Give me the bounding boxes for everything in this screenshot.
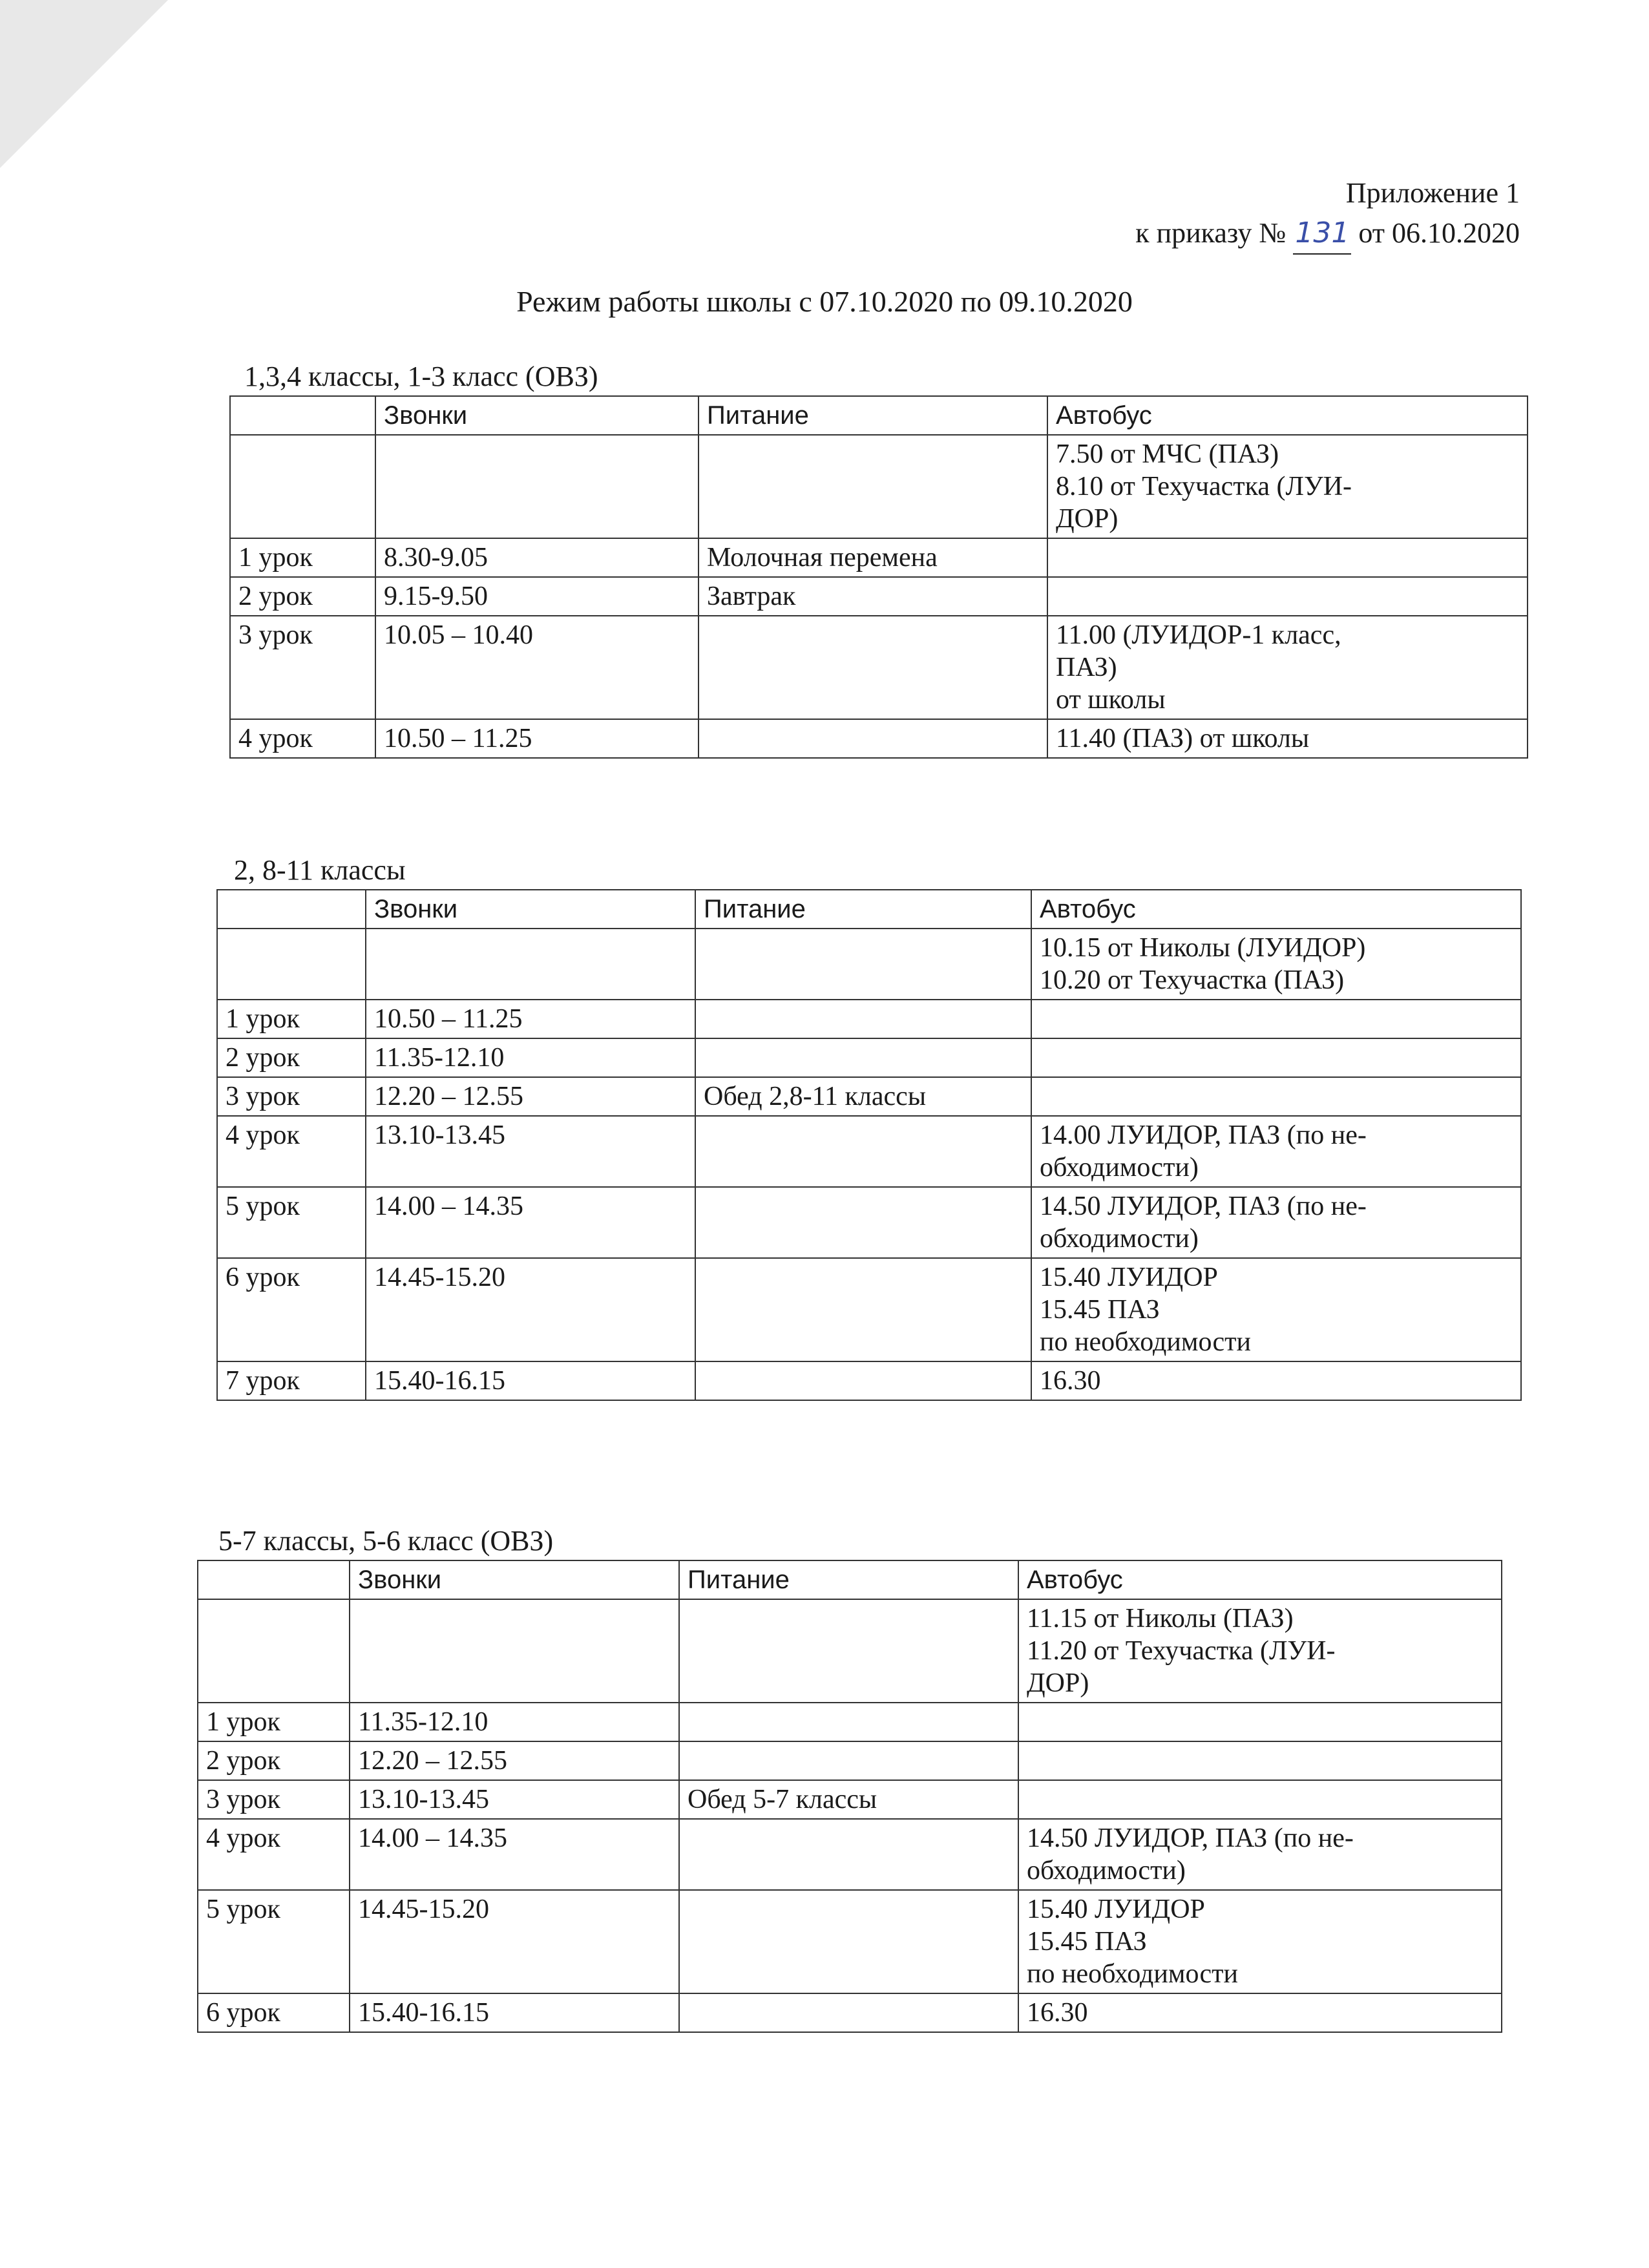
order-prefix: к приказу № — [1135, 217, 1287, 249]
bus-cell — [1018, 1741, 1502, 1780]
column-header: Звонки — [375, 396, 698, 435]
bus-line: ПАЗ) — [1056, 653, 1117, 682]
lesson-cell — [230, 435, 375, 538]
lesson-cell: 1 урок — [217, 1000, 366, 1038]
column-header: Автобус — [1031, 890, 1521, 929]
food-cell — [679, 1890, 1018, 1993]
lesson-cell: 4 урок — [198, 1819, 350, 1890]
table-row — [217, 1000, 1521, 1038]
bells-cell: 14.45-15.20 — [366, 1258, 695, 1361]
bells-cell: 13.10-13.45 — [350, 1780, 679, 1819]
table-row — [217, 1258, 1521, 1361]
food-cell — [679, 1599, 1018, 1703]
bus-cell — [1018, 1890, 1502, 1993]
bus-line: от школы — [1056, 685, 1166, 715]
bus-line: по необходимости — [1027, 1959, 1238, 1989]
food-cell — [695, 1258, 1031, 1361]
schedule-table — [197, 1560, 1502, 2033]
lesson-cell: 3 урок — [198, 1780, 350, 1819]
bus-line: 15.40 ЛУИДОР — [1040, 1263, 1218, 1292]
section-label: 5-7 классы, 5-6 класс (ОВЗ) — [218, 1525, 554, 1557]
bus-line: 14.50 ЛУИДОР, ПАЗ (по не- — [1027, 1823, 1354, 1853]
table-row — [198, 1780, 1502, 1819]
bus-line: 15.45 ПАЗ — [1040, 1295, 1160, 1325]
bus-cell — [1047, 616, 1528, 719]
bus-cell — [1018, 1819, 1502, 1890]
bus-cell — [1031, 1038, 1521, 1077]
bus-line: обходимости) — [1040, 1224, 1199, 1254]
lesson-cell: 1 урок — [230, 538, 375, 577]
bus-line: 11.20 от Техучастка (ЛУИ- — [1027, 1636, 1336, 1666]
bells-cell — [350, 1599, 679, 1703]
bus-line: обходимости) — [1027, 1856, 1186, 1885]
lesson-cell: 6 урок — [198, 1993, 350, 2032]
schedule-table — [216, 889, 1522, 1401]
bells-cell: 13.10-13.45 — [366, 1116, 695, 1187]
food-cell — [679, 1703, 1018, 1741]
bus-cell — [1018, 1599, 1502, 1703]
column-header — [230, 396, 375, 435]
order-number: 131 — [1293, 213, 1351, 255]
table-row — [230, 538, 1528, 577]
column-header — [217, 890, 366, 929]
food-cell — [679, 1819, 1018, 1890]
column-header: Автобус — [1018, 1560, 1502, 1599]
food-cell — [695, 1038, 1031, 1077]
bus-line: 11.40 (ПАЗ) от школы — [1056, 724, 1310, 753]
lesson-cell: 3 урок — [217, 1077, 366, 1116]
bus-cell — [1047, 538, 1528, 577]
bus-line: 16.30 — [1027, 1998, 1088, 2028]
table-row — [217, 1116, 1521, 1187]
document-title: Режим работы школы с 07.10.2020 по 09.10.2020 — [516, 285, 1133, 318]
bus-line: 10.20 от Техучастка (ПАЗ) — [1040, 965, 1345, 995]
bus-cell — [1031, 929, 1521, 1000]
bus-line: 14.00 ЛУИДОР, ПАЗ (по не- — [1040, 1120, 1367, 1150]
bells-cell: 11.35-12.10 — [350, 1703, 679, 1741]
bus-line: 10.15 от Николы (ЛУИДОР) — [1040, 933, 1366, 963]
lesson-cell: 7 урок — [217, 1361, 366, 1400]
table-row — [198, 1599, 1502, 1703]
food-cell — [695, 1116, 1031, 1187]
bus-line: 15.45 ПАЗ — [1027, 1927, 1147, 1957]
table-row — [198, 1703, 1502, 1741]
food-cell: Обед 5-7 классы — [679, 1780, 1018, 1819]
lesson-cell: 2 урок — [230, 577, 375, 616]
bus-cell — [1031, 1116, 1521, 1187]
section-label: 2, 8-11 классы — [234, 854, 406, 886]
table-row — [198, 1819, 1502, 1890]
bus-cell — [1018, 1780, 1502, 1819]
table-row — [217, 1361, 1521, 1400]
lesson-cell: 4 урок — [217, 1116, 366, 1187]
table-header-row — [198, 1560, 1502, 1599]
food-cell — [695, 1187, 1031, 1258]
food-cell — [698, 719, 1047, 758]
bus-cell — [1031, 1258, 1521, 1361]
bus-line: 14.50 ЛУИДОР, ПАЗ (по не- — [1040, 1192, 1367, 1221]
lesson-cell: 2 урок — [217, 1038, 366, 1077]
food-cell: Завтрак — [698, 577, 1047, 616]
food-cell — [695, 929, 1031, 1000]
bus-cell — [1031, 1077, 1521, 1116]
bus-cell — [1047, 577, 1528, 616]
food-cell: Молочная перемена — [698, 538, 1047, 577]
bus-cell — [1047, 435, 1528, 538]
bus-line: ДОР) — [1056, 504, 1119, 534]
column-header: Питание — [695, 890, 1031, 929]
table-row — [217, 1077, 1521, 1116]
table-row — [217, 1187, 1521, 1258]
bus-line: 11.15 от Николы (ПАЗ) — [1027, 1604, 1294, 1633]
document-header — [1135, 173, 1520, 255]
bells-cell: 15.40-16.15 — [350, 1993, 679, 2032]
bells-cell — [366, 929, 695, 1000]
order-reference — [1135, 213, 1520, 255]
food-cell — [698, 616, 1047, 719]
food-cell — [679, 1741, 1018, 1780]
bells-cell: 10.50 – 11.25 — [366, 1000, 695, 1038]
column-header: Питание — [698, 396, 1047, 435]
column-header: Питание — [679, 1560, 1018, 1599]
table-row — [230, 616, 1528, 719]
lesson-cell: 3 урок — [230, 616, 375, 719]
bells-cell: 15.40-16.15 — [366, 1361, 695, 1400]
bells-cell: 10.05 – 10.40 — [375, 616, 698, 719]
bells-cell — [375, 435, 698, 538]
bells-cell: 14.45-15.20 — [350, 1890, 679, 1993]
bus-cell — [1018, 1703, 1502, 1741]
bus-line: 11.00 (ЛУИДОР-1 класс, — [1056, 620, 1341, 650]
bus-cell — [1047, 719, 1528, 758]
bus-line: по необходимости — [1040, 1327, 1251, 1357]
food-cell — [679, 1993, 1018, 2032]
bus-line: 7.50 от МЧС (ПАЗ) — [1056, 439, 1279, 469]
table-row — [217, 929, 1521, 1000]
bus-cell — [1031, 1000, 1521, 1038]
table-row — [198, 1741, 1502, 1780]
lesson-cell: 5 урок — [217, 1187, 366, 1258]
bus-cell — [1018, 1993, 1502, 2032]
table-row — [198, 1890, 1502, 1993]
lesson-cell — [217, 929, 366, 1000]
bells-cell: 12.20 – 12.55 — [350, 1741, 679, 1780]
table-row — [230, 577, 1528, 616]
column-header: Звонки — [366, 890, 695, 929]
table-row — [198, 1993, 1502, 2032]
bells-cell: 10.50 – 11.25 — [375, 719, 698, 758]
food-cell — [695, 1361, 1031, 1400]
bells-cell: 14.00 – 14.35 — [366, 1187, 695, 1258]
bus-line: 16.30 — [1040, 1366, 1101, 1396]
lesson-cell: 5 урок — [198, 1890, 350, 1993]
lesson-cell: 4 урок — [230, 719, 375, 758]
bells-cell: 12.20 – 12.55 — [366, 1077, 695, 1116]
column-header: Автобус — [1047, 396, 1528, 435]
food-cell — [695, 1000, 1031, 1038]
table-row — [230, 719, 1528, 758]
schedule-table — [229, 395, 1528, 759]
bus-line: ДОР) — [1027, 1668, 1089, 1698]
bells-cell: 9.15-9.50 — [375, 577, 698, 616]
table-header-row — [217, 890, 1521, 929]
section-label: 1,3,4 классы, 1-3 класс (ОВЗ) — [244, 361, 598, 392]
lesson-cell: 6 урок — [217, 1258, 366, 1361]
column-header — [198, 1560, 350, 1599]
order-date: от 06.10.2020 — [1358, 217, 1520, 249]
appendix-label: Приложение 1 — [1345, 177, 1520, 209]
bus-cell — [1031, 1361, 1521, 1400]
food-cell — [698, 435, 1047, 538]
lesson-cell — [198, 1599, 350, 1703]
table-header-row — [230, 396, 1528, 435]
bus-line: 8.10 от Техучастка (ЛУИ- — [1056, 472, 1352, 501]
bells-cell: 8.30-9.05 — [375, 538, 698, 577]
table-row — [217, 1038, 1521, 1077]
food-cell: Обед 2,8-11 классы — [695, 1077, 1031, 1116]
lesson-cell: 1 урок — [198, 1703, 350, 1741]
table-row — [230, 435, 1528, 538]
bells-cell: 14.00 – 14.35 — [350, 1819, 679, 1890]
column-header: Звонки — [350, 1560, 679, 1599]
bus-line: 15.40 ЛУИДОР — [1027, 1895, 1205, 1924]
bells-cell: 11.35-12.10 — [366, 1038, 695, 1077]
page-fold-shadow — [0, 0, 168, 168]
bus-cell — [1031, 1187, 1521, 1258]
bus-line: обходимости) — [1040, 1153, 1199, 1182]
lesson-cell: 2 урок — [198, 1741, 350, 1780]
